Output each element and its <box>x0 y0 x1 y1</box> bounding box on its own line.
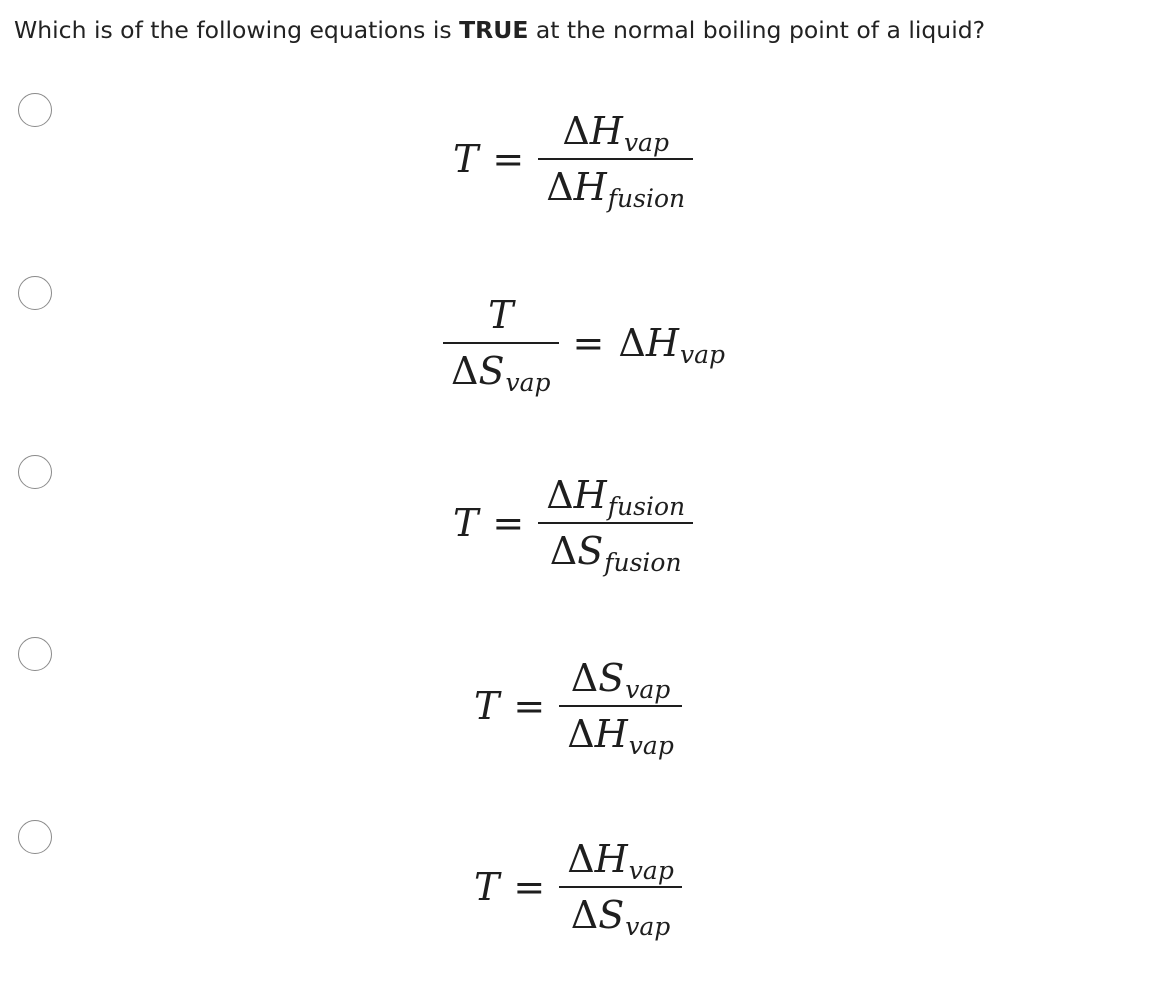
equals-sign: = <box>492 136 525 181</box>
entropy-symbol: S <box>478 348 505 393</box>
subscript: vap <box>625 675 671 704</box>
delta-symbol: Δ <box>451 348 479 393</box>
fraction <box>559 656 682 760</box>
equals-sign: = <box>513 864 546 909</box>
fraction <box>559 837 682 941</box>
entropy-symbol: S <box>577 528 604 573</box>
equation-variable-t: T <box>453 500 479 545</box>
subscript: vap <box>628 730 674 760</box>
subscript: vap <box>623 128 669 157</box>
fraction-denominator <box>563 888 679 941</box>
delta-symbol: Δ <box>618 320 646 365</box>
subscript: vap <box>625 911 671 941</box>
question-emphasis: TRUE <box>459 16 529 44</box>
equals-sign: = <box>513 683 546 728</box>
delta-symbol: Δ <box>567 711 595 756</box>
enthalpy-symbol: H <box>573 164 607 209</box>
question-prefix: Which is of the following equations is <box>14 16 460 44</box>
subscript: fusion <box>607 183 686 213</box>
fraction-denominator <box>443 344 559 397</box>
fraction-numerator <box>538 473 693 522</box>
enthalpy-symbol: H <box>594 711 628 756</box>
delta-symbol: Δ <box>546 164 574 209</box>
equation-variable-t: T <box>474 683 500 728</box>
subscript: fusion <box>607 492 686 521</box>
enthalpy-symbol: H <box>589 109 623 153</box>
delta-symbol: Δ <box>570 892 599 937</box>
delta-symbol: Δ <box>567 837 595 881</box>
option-1-equation[interactable] <box>453 109 693 213</box>
subscript: fusion <box>604 547 682 577</box>
delta-symbol: Δ <box>562 109 590 153</box>
fraction <box>443 293 559 397</box>
delta-symbol: Δ <box>549 528 578 573</box>
delta-symbol: Δ <box>546 473 574 517</box>
option-4-radio[interactable] <box>18 637 52 671</box>
option-5-radio[interactable] <box>18 820 52 854</box>
equation-variable-t: T <box>453 136 479 181</box>
option-3-equation[interactable] <box>453 473 693 577</box>
fraction-numerator <box>559 837 682 886</box>
subscript: vap <box>628 856 674 885</box>
fraction <box>538 473 693 577</box>
subscript: vap <box>505 367 551 397</box>
fraction-denominator <box>542 524 690 577</box>
equals-sign: = <box>572 320 605 365</box>
equation-variable-t: T <box>474 864 500 909</box>
fraction-numerator <box>563 656 679 705</box>
equals-sign: = <box>492 500 525 545</box>
option-2-radio[interactable] <box>18 276 52 310</box>
equation-variable-t: T <box>488 293 514 337</box>
enthalpy-symbol: H <box>594 837 628 881</box>
option-5-equation[interactable] <box>474 837 682 941</box>
question-text <box>14 14 985 46</box>
question-suffix: at the normal boiling point of a liquid? <box>528 16 986 44</box>
fraction-denominator <box>559 707 682 760</box>
delta-symbol: Δ <box>570 656 599 700</box>
fraction-numerator <box>480 293 521 342</box>
option-1-radio[interactable] <box>18 93 52 127</box>
subscript: vap <box>679 339 726 369</box>
fraction <box>538 109 693 213</box>
entropy-symbol: S <box>598 892 625 937</box>
fraction-denominator <box>538 160 693 213</box>
fraction-numerator <box>554 109 677 158</box>
option-2-equation[interactable] <box>443 293 726 397</box>
option-3-radio[interactable] <box>18 455 52 489</box>
option-4-equation[interactable] <box>474 656 682 760</box>
entropy-symbol: S <box>598 656 625 700</box>
enthalpy-symbol: H <box>573 473 607 517</box>
equation-rhs <box>618 320 726 369</box>
enthalpy-symbol: H <box>645 320 679 365</box>
